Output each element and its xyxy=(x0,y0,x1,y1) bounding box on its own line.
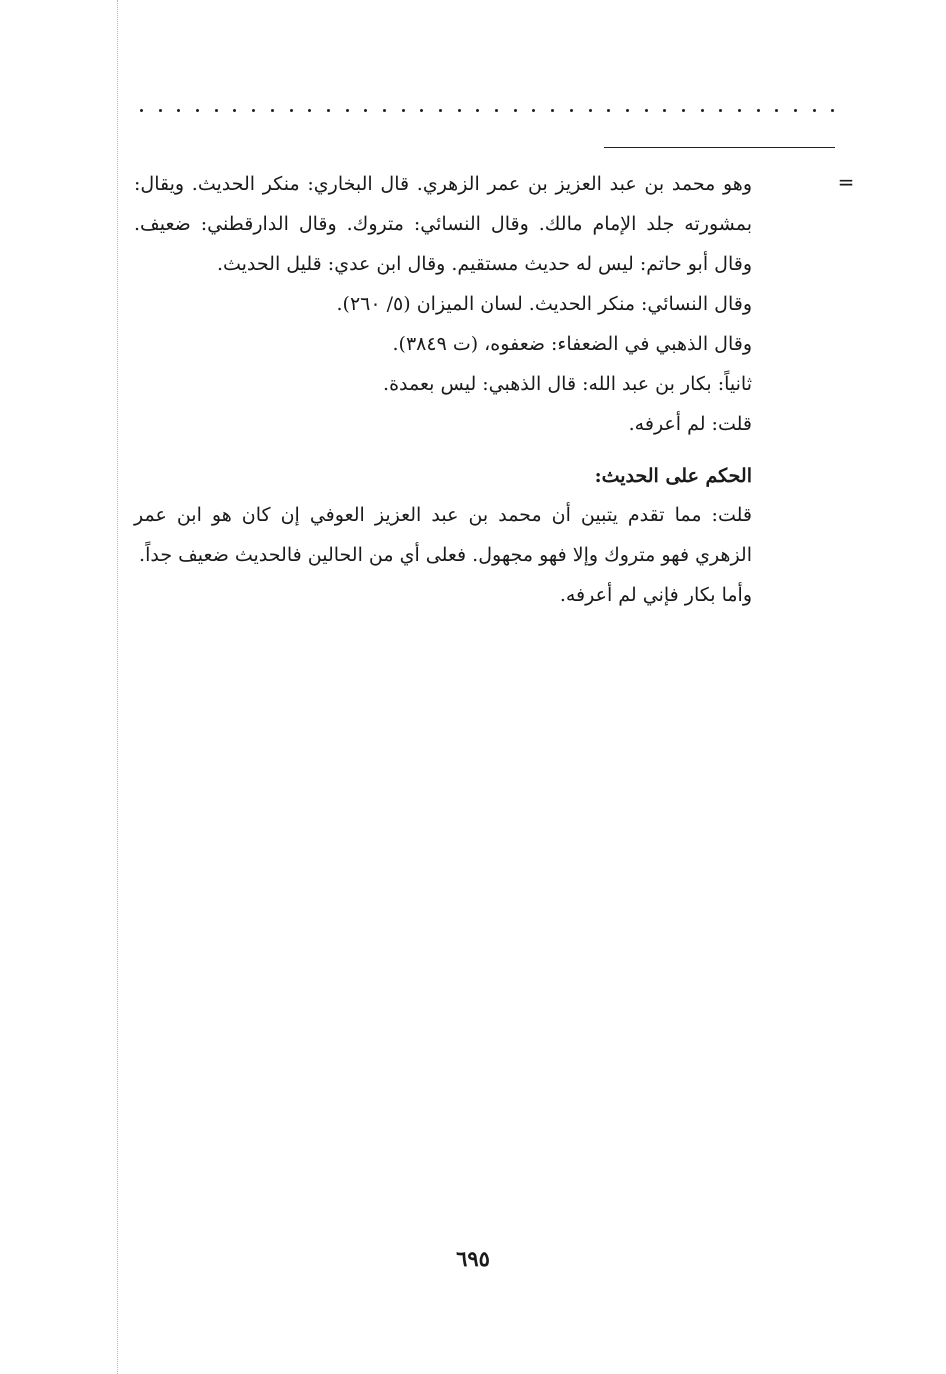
separator-dot xyxy=(290,109,293,112)
separator-dot xyxy=(813,109,816,112)
separator-dot xyxy=(514,109,517,112)
separator-dot xyxy=(327,109,330,112)
separator-dot xyxy=(215,109,218,112)
ruling-paragraph: قلت: مما تقدم يتبين أن محمد بن عبد العزيز العوفي إن كان هو ابن عمر الزهري فهو متروك وإلا فهو مجهول. فعلى أي من الحالين فالحديث ضعيف جداً. xyxy=(134,504,752,566)
separator-dot xyxy=(551,109,554,112)
separator-dot xyxy=(738,109,741,112)
separator-dot xyxy=(308,109,311,112)
separator-dot xyxy=(439,109,442,112)
ruling-closing-line: وأما بكار فإني لم أعرفه. xyxy=(559,584,752,606)
separator-dot xyxy=(420,109,423,112)
dotted-separator xyxy=(140,100,835,120)
separator-dot xyxy=(589,109,592,112)
separator-dot xyxy=(383,109,386,112)
continuation-mark: = xyxy=(837,170,855,194)
separator-dot xyxy=(233,109,236,112)
main-text xyxy=(134,164,752,615)
binding-edge-line xyxy=(117,0,118,1374)
separator-dot xyxy=(458,109,461,112)
separator-dot xyxy=(626,109,629,112)
separator-dot xyxy=(196,109,199,112)
separator-dot xyxy=(140,109,143,112)
separator-dot xyxy=(682,109,685,112)
separator-dot xyxy=(794,109,797,112)
separator-dot xyxy=(476,109,479,112)
footnote-line-dhahabi: وقال الذهبي في الضعفاء: ضعفوه، (ت ٣٨٤٩). xyxy=(392,333,752,355)
footnote-line-nasai: وقال النسائي: منكر الحديث. لسان الميزان (٥/ ٢٦٠). xyxy=(336,293,752,315)
separator-dot xyxy=(570,109,573,112)
separator-dot xyxy=(645,109,648,112)
separator-dot xyxy=(364,109,367,112)
footnote-line-unknown: قلت: لم أعرفه. xyxy=(628,413,752,435)
separator-dot xyxy=(159,109,162,112)
separator-dot xyxy=(607,109,610,112)
separator-dot xyxy=(402,109,405,112)
separator-dot xyxy=(663,109,666,112)
separator-dot xyxy=(775,109,778,112)
separator-dot xyxy=(831,109,834,112)
separator-dot xyxy=(701,109,704,112)
separator-dot xyxy=(719,109,722,112)
footnote-paragraph: وهو محمد بن عبد العزيز بن عمر الزهري. قال البخاري: منكر الحديث. ويقال: بمشورته جلد الإمام مالك. وقال النسائي: متروك. وقال الدارقطني: ضعيف. وقال أبو حاتم: ليس له حديث مستقيم. وقال ابن عدي: قليل الحديث. xyxy=(134,173,752,275)
separator-dot xyxy=(495,109,498,112)
footnote-line-bakkar: ثانياً: بكار بن عبد الله: قال الذهبي: ليس بعمدة. xyxy=(383,373,752,395)
ruling-heading: الحكم على الحديث: xyxy=(594,465,752,487)
separator-dot xyxy=(346,109,349,112)
separator-dot xyxy=(252,109,255,112)
footnote-rule xyxy=(604,147,835,148)
separator-dot xyxy=(177,109,180,112)
separator-dot xyxy=(532,109,535,112)
separator-dot xyxy=(271,109,274,112)
separator-dot xyxy=(757,109,760,112)
page-number: ٦٩٥ xyxy=(456,1246,490,1271)
